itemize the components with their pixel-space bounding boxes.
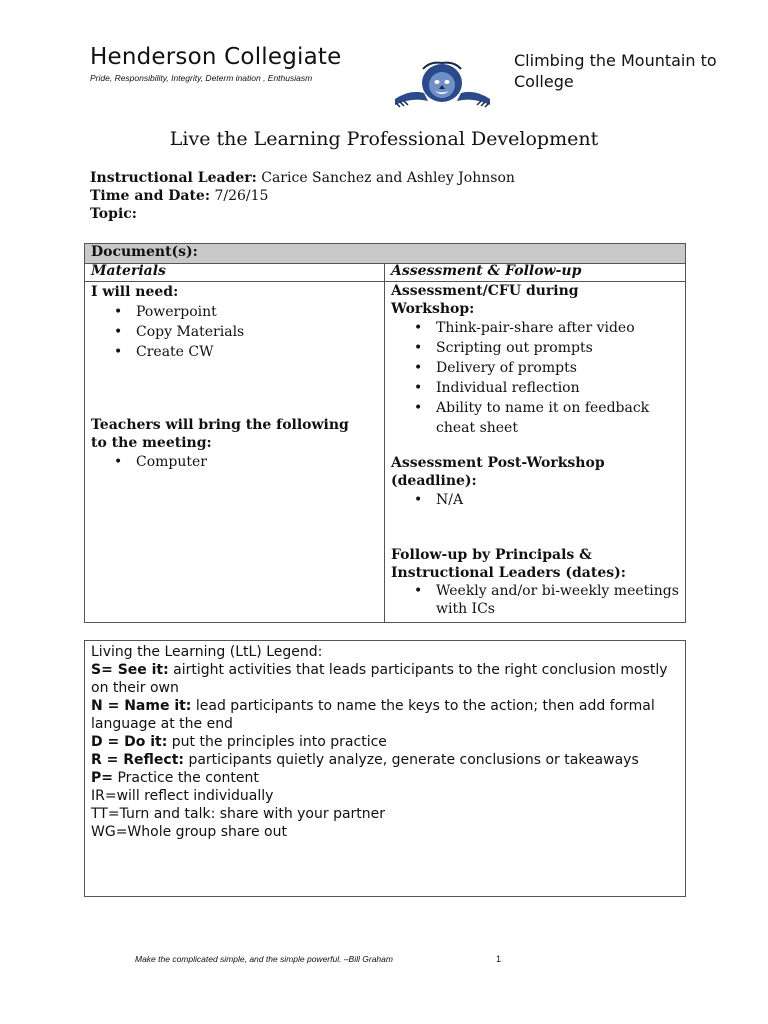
cfu-label xyxy=(391,282,681,318)
post-workshop-label-line-1: Assessment Post-Workshop xyxy=(391,455,605,471)
legend-entry xyxy=(91,751,679,769)
list-item: • Powerpoint xyxy=(91,302,379,322)
topic-line xyxy=(90,206,137,222)
followup-list xyxy=(391,582,681,618)
topic-label: Topic: xyxy=(90,206,137,222)
column-divider xyxy=(384,263,385,622)
assessment-cell xyxy=(391,282,681,618)
legend-key: N = Name it: xyxy=(91,698,192,714)
legend-entry xyxy=(91,769,679,787)
list-item: • Ability to name it on feedback cheat sheet xyxy=(391,398,681,438)
cfu-label-line-2: Workshop: xyxy=(391,301,475,317)
legend-key: S= See it: xyxy=(91,662,169,678)
list-item: • Think-pair-share after video xyxy=(391,318,681,338)
list-item: • Weekly and/or bi-weekly meetings with ICs xyxy=(391,582,681,618)
materials-assessment-table xyxy=(84,243,686,623)
legend-text: put the principles into practice xyxy=(167,734,387,750)
list-item: • Scripting out prompts xyxy=(391,338,681,358)
will-need-list xyxy=(91,302,379,362)
assessment-header: Assessment & Follow-up xyxy=(391,263,582,279)
lion-logo-icon xyxy=(390,55,495,110)
legend-line: TT=Turn and talk: share with your partner xyxy=(91,806,386,822)
tagline xyxy=(514,50,754,92)
post-workshop-label-line-2: (deadline): xyxy=(391,473,477,489)
legend-text: lead participants to name the keys to the action; then add formal language at the end xyxy=(91,698,655,732)
legend-line: IR=will reflect individually xyxy=(91,788,274,804)
page-number: 1 xyxy=(496,954,502,964)
list-item: • N/A xyxy=(391,490,681,510)
legend-text: Practice the content xyxy=(113,770,259,786)
teachers-bring-label-line-1: Teachers will bring the following xyxy=(91,417,349,433)
materials-cell xyxy=(91,282,379,472)
instructional-leader-line xyxy=(90,170,515,186)
list-item: • Delivery of prompts xyxy=(391,358,681,378)
teachers-bring-label xyxy=(91,416,379,452)
leader-value: Carice Sanchez and Ashley Johnson xyxy=(256,170,515,186)
legend-key: P= xyxy=(91,770,113,786)
legend-key: R = Reflect: xyxy=(91,752,184,768)
page-title: Live the Learning Professional Development xyxy=(169,128,599,150)
list-item: • Create CW xyxy=(91,342,379,362)
leader-label: Instructional Leader: xyxy=(90,170,257,186)
tagline-line-1: Climbing the Mountain to xyxy=(514,51,717,70)
list-item: • Copy Materials xyxy=(91,322,379,342)
legend-key: D = Do it: xyxy=(91,734,168,750)
table-header-row xyxy=(85,263,685,282)
materials-header: Materials xyxy=(91,263,166,279)
legend-entry xyxy=(91,661,679,697)
post-workshop-list xyxy=(391,490,681,510)
legend-text: airtight activities that leads participants to the right conclusion mostly on their own xyxy=(91,662,668,696)
legend-line: WG=Whole group share out xyxy=(91,824,287,840)
time-date-line xyxy=(90,188,268,204)
teachers-bring-label-line-2: to the meeting: xyxy=(91,435,212,451)
time-value: 7/26/15 xyxy=(210,188,269,204)
list-item: • Individual reflection xyxy=(391,378,681,398)
followup-label-line-1: Follow-up by Principals & xyxy=(391,547,592,563)
footer-quote: Make the complicated simple, and the simple powerful. –Bill Graham xyxy=(135,954,393,964)
cfu-label-line-1: Assessment/CFU during xyxy=(391,283,579,299)
legend-entry xyxy=(91,733,679,751)
followup-label xyxy=(391,546,681,582)
tagline-line-2: College xyxy=(514,72,574,91)
documents-row xyxy=(85,244,685,264)
list-item: • Computer xyxy=(91,452,379,472)
school-name: Henderson Collegiate xyxy=(90,44,342,70)
time-label: Time and Date: xyxy=(90,188,210,204)
will-need-label: I will need: xyxy=(91,284,179,300)
ltl-legend xyxy=(84,640,686,897)
legend-text: participants quietly analyze, generate conclusions or takeaways xyxy=(184,752,639,768)
followup-label-line-2: Instructional Leaders (dates): xyxy=(391,565,626,581)
documents-label: Document(s): xyxy=(91,244,198,260)
legend-title: Living the Learning (LtL) Legend: xyxy=(91,644,323,660)
post-workshop-label xyxy=(391,454,681,490)
school-motto: Pride, Responsibility, Integrity, Determ ination , Enthusiasm xyxy=(90,73,313,83)
teachers-bring-list xyxy=(91,452,379,472)
cfu-list xyxy=(391,318,681,438)
legend-entry xyxy=(91,697,679,733)
